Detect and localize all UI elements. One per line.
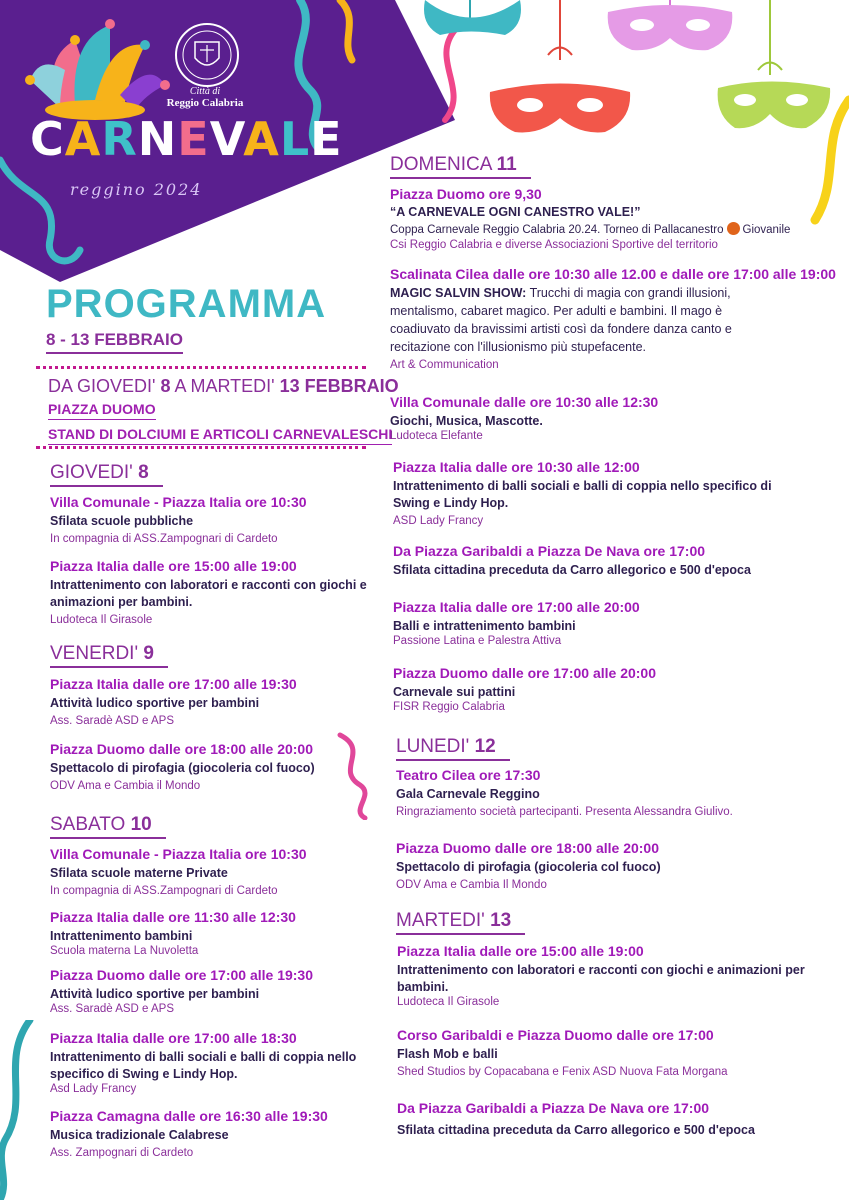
event-d6 [393, 599, 813, 647]
event-organizer: In compagnia di ASS.Zampognari di Cardeto [50, 885, 278, 897]
event-d2 [390, 266, 836, 371]
city-prefix: Città di [189, 86, 221, 97]
event-g1 [50, 494, 370, 545]
city-name: Reggio Calabria [166, 97, 244, 109]
event-m3 [397, 1100, 817, 1139]
event-s2 [50, 909, 370, 957]
mask-green-icon [718, 0, 831, 128]
event-title: Attività ludico sportive per bambini [50, 987, 260, 1001]
event-title: Intrattenimento bambini [50, 929, 193, 943]
event-d1 [390, 186, 830, 251]
range-stand: STAND DI DOLCIUMI E ARTICOLI CARNEVALESCHI [48, 426, 392, 445]
event-organizer: In compagnia di ASS.Zampognari di Cardeto [50, 533, 278, 545]
day-heading-giovedi: GIOVEDI' 8 [50, 462, 163, 487]
event-title: Spettacolo di pirofagia (giocoleria col fuoco) [50, 761, 315, 775]
mask-pink-icon [608, 0, 733, 50]
event-d7 [393, 665, 813, 713]
event-l2 [396, 840, 816, 891]
page-title: PROGRAMMA [46, 282, 327, 326]
event-place: Piazza Italia dalle ore 17:00 alle 20:00 [393, 599, 640, 615]
event-m2 [397, 1027, 817, 1078]
event-title: Musica tradizionale Calabrese [50, 1128, 229, 1142]
event-organizer: Ass. Saradè ASD e APS [50, 715, 175, 727]
carnevale-logo [30, 112, 343, 166]
event-organizer: Shed Studios by Copacabana e Fenix ASD Nuova Fata Morgana [397, 1066, 728, 1078]
logo-letter: A [243, 112, 280, 166]
event-organizer: Ringraziamento società partecipanti. Presenta Alessandra Giulivo. [396, 806, 733, 818]
event-organizer: Csi Reggio Calabria e diverse Associazioni Sportive del territorio [390, 239, 718, 251]
event-organizer: Ludoteca Elefante [390, 430, 483, 442]
event-v2 [50, 741, 370, 792]
event-title: Intrattenimento con laboratori e racconti con giochi e animazioni per bambini. [397, 963, 805, 994]
event-description: MAGIC SALVIN SHOW: Trucchi di magia con grandi illusioni, mentalismo, cabaret magico. Per adulti e bambini. Il mago è coadiuvato da bravissimi artisti così da fondere danza canto e recitazione con l'illusionismo più stupefacente. [390, 286, 732, 354]
event-title: Sfilata cittadina preceduta da Carro allegorico e 500 d'epoca [397, 1123, 755, 1137]
event-title: Carnevale sui pattini [393, 685, 516, 699]
range-place: PIAZZA DUOMO [48, 401, 156, 420]
logo-letter: N [137, 112, 178, 166]
event-place: Da Piazza Garibaldi a Piazza De Nava ore 17:00 [393, 543, 706, 559]
event-title: Sfilata scuole pubbliche [50, 514, 194, 528]
basketball-icon [727, 222, 740, 235]
event-organizer: Scuola materna La Nuvoletta [50, 945, 199, 957]
day-heading-domenica: DOMENICA 11 [390, 154, 531, 179]
range-title: DA GIOVEDI' 8 A MARTEDI' 13 FEBBRAIO [48, 376, 399, 396]
event-place: Piazza Italia dalle ore 15:00 alle 19:00 [50, 558, 297, 574]
event-title: Intrattenimento di balli sociali e balli di coppia nello specifico di Swing e Lindy Hop. [50, 1050, 357, 1081]
logo-letter: R [101, 112, 138, 166]
event-l1 [396, 767, 816, 818]
event-m1 [397, 943, 807, 1008]
event-place: Piazza Italia dalle ore 17:00 alle 18:30 [50, 1030, 297, 1046]
event-title: “A CARNEVALE OGNI CANESTRO VALE!” [390, 205, 641, 219]
event-title: Spettacolo di pirofagia (giocoleria col fuoco) [396, 860, 661, 874]
event-title: Intrattenimento con laboratori e racconti con giochi e animazioni per bambini. [50, 578, 367, 609]
event-s3 [50, 967, 370, 1015]
event-organizer: Ass. Saradè ASD e APS [50, 1003, 175, 1015]
decorations-left-bottom [0, 1020, 40, 1200]
logo-letter: E [310, 112, 343, 166]
programma-dates: 8 - 13 FEBBRAIO [46, 330, 183, 354]
logo-letter: A [64, 112, 102, 166]
event-title: Giochi, Musica, Mascotte. [390, 414, 543, 428]
event-organizer: Ludoteca Il Girasole [397, 996, 500, 1008]
event-place: Piazza Duomo dalle ore 17:00 alle 19:30 [50, 967, 314, 983]
event-organizer: ASD Lady Francy [393, 515, 484, 527]
event-title: Flash Mob e balli [397, 1047, 498, 1061]
event-s5 [50, 1108, 370, 1159]
streamer-teal-bottom [0, 1020, 30, 1200]
event-place: Teatro Cilea ore 17:30 [396, 767, 541, 783]
event-organizer: Ludoteca Il Girasole [50, 614, 153, 626]
event-organizer: ODV Ama e Cambia il Mondo [50, 780, 201, 792]
mask-teal-icon [424, 0, 521, 35]
event-title: Sfilata cittadina preceduta da Carro allegorico e 500 d'epoca [393, 563, 751, 577]
divider-dotted-top [36, 366, 366, 369]
event-d5 [393, 543, 813, 579]
event-v1 [50, 676, 370, 727]
event-g2 [50, 558, 370, 626]
range-block [48, 376, 399, 445]
event-place: Piazza Duomo ore 9,30 [390, 186, 542, 202]
logo-letter: E [177, 112, 210, 166]
event-place: Villa Comunale dalle ore 10:30 alle 12:30 [390, 394, 659, 410]
divider-dotted-bottom [36, 446, 366, 449]
logo-subtitle: reggino 2024 [70, 180, 203, 199]
event-place: Piazza Camagna dalle ore 16:30 alle 19:30 [50, 1108, 328, 1124]
event-place: Piazza Italia dalle ore 10:30 alle 12:00 [393, 459, 640, 475]
event-s4 [50, 1030, 370, 1095]
day-heading-martedi: MARTEDI' 13 [396, 910, 525, 935]
event-title: Gala Carnevale Reggino [396, 787, 540, 801]
logo-letter: L [279, 112, 311, 166]
event-place: Villa Comunale - Piazza Italia ore 10:30 [50, 846, 307, 862]
event-title: Sfilata scuole materne Private [50, 866, 228, 880]
event-organizer: ODV Ama e Cambia Il Mondo [396, 879, 547, 891]
logo-letter: C [30, 112, 65, 166]
event-place: Piazza Duomo dalle ore 18:00 alle 20:00 [396, 840, 660, 856]
event-place: Piazza Italia dalle ore 11:30 alle 12:30 [50, 909, 296, 925]
day-heading-lunedi: LUNEDI' 12 [396, 736, 510, 761]
event-place: Villa Comunale - Piazza Italia ore 10:30 [50, 494, 307, 510]
event-place: Scalinata Cilea dalle ore 10:30 alle 12.00 e dalle ore 17:00 alle 19:00 [390, 266, 836, 282]
event-organizer: Ass. Zampognari di Cardeto [50, 1147, 194, 1159]
event-organizer: FISR Reggio Calabria [393, 701, 505, 713]
event-organizer: Art & Communication [390, 359, 499, 371]
event-title: Intrattenimento di balli sociali e balli di coppia nello specifico di Swing e Lindy Hop. [393, 479, 772, 510]
day-heading-venerdi: VENERDI' 9 [50, 643, 168, 668]
event-d4 [393, 459, 793, 527]
city-label [160, 86, 250, 109]
event-s1 [50, 846, 370, 897]
event-organizer: Asd Lady Francy [50, 1083, 137, 1095]
event-place: Piazza Italia dalle ore 17:00 alle 19:30 [50, 676, 297, 692]
event-place: Piazza Duomo dalle ore 17:00 alle 20:00 [393, 665, 657, 681]
event-place: Piazza Duomo dalle ore 18:00 alle 20:00 [50, 741, 314, 757]
day-heading-sabato: SABATO 10 [50, 814, 166, 839]
event-organizer: Passione Latina e Palestra Attiva [393, 635, 562, 647]
event-title: Balli e intrattenimento bambini [393, 619, 576, 633]
event-title: Attività ludico sportive per bambini [50, 696, 260, 710]
logo-letter: V [209, 112, 244, 166]
event-place: Corso Garibaldi e Piazza Duomo dalle ore 17:00 [397, 1027, 714, 1043]
event-place: Da Piazza Garibaldi a Piazza De Nava ore 17:00 [397, 1100, 710, 1116]
event-d3 [390, 394, 830, 442]
event-description: Coppa Carnevale Reggio Calabria 20.24. Torneo di Pallacanestro Giovanile [390, 224, 791, 236]
event-place: Piazza Italia dalle ore 15:00 alle 19:00 [397, 943, 644, 959]
